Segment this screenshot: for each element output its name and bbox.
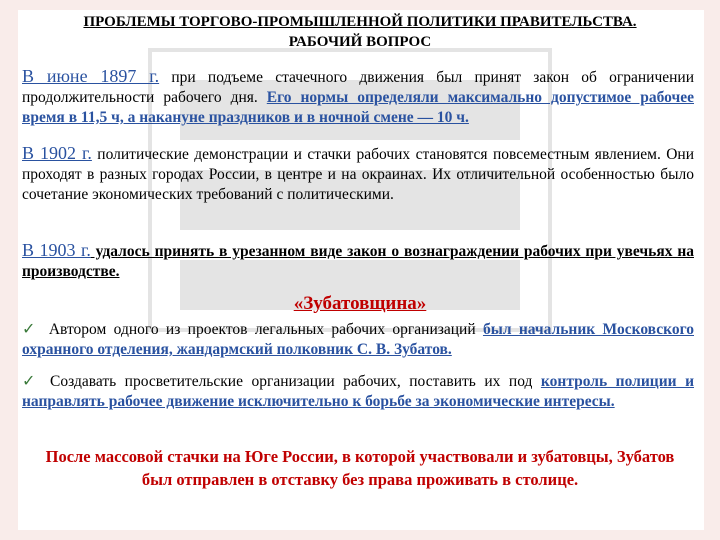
- year-1902: В 1902 г.: [22, 143, 92, 163]
- year-1903: В 1903 г.: [22, 240, 91, 260]
- section-title-zubatovshchina: «Зубатовщина»: [293, 293, 427, 314]
- bullet-2: [22, 372, 694, 412]
- title-line-1: ПРОБЛЕМЫ ТОРГОВО-ПРОМЫШЛЕННОЙ ПОЛИТИКИ ПРАВИТЕЛЬСТВА.: [83, 14, 637, 30]
- p1-bold-text: Его нормы определяли максимально допустимое рабочее время в 11,5 ч, а накануне праздников и в ночной смене — 10 ч.: [22, 89, 694, 126]
- bullet-1-link: был начальник Московского охранного отделения, жандармский полковник С. В. Зубатов.: [22, 321, 694, 358]
- bullet-1-text: Автором одного из проектов легальных рабочих организаций: [48, 321, 483, 338]
- paragraph-1903: [22, 240, 694, 282]
- p3-bold-text: удалось принять в урезанном виде закон о вознаграждении рабочих при увечьях на производстве.: [22, 243, 694, 280]
- bullet-1: [22, 320, 694, 360]
- paragraph-1897: [22, 66, 694, 128]
- year-1897: В июне 1897 г.: [22, 66, 160, 86]
- p2-text: политические демонстрации и стачки рабочих становятся повсеместным явлением. Они проходят в разных городах России, в центре и на окраинах. Их отличительной особенностью было сочетание экономических требований с политическими.: [22, 146, 695, 203]
- bullet-2-text: Создавать просветительские организации рабочих, поставить их под: [50, 373, 541, 390]
- page-title: [20, 12, 700, 52]
- bullet-2-link: контроль полиции и направлять рабочее движение исключительно к борьбе за экономические интересы.: [22, 373, 695, 410]
- p1-text: при подъеме стачечного движения был принят закон об ограничении продолжительности рабочего дня.: [22, 69, 695, 106]
- checkmark-icon: ✓: [22, 373, 41, 390]
- checkmark-icon: ✓: [22, 321, 39, 338]
- title-line-2: РАБОЧИЙ ВОПРОС: [288, 34, 432, 50]
- paragraph-1902: [22, 143, 694, 205]
- final-note: После массовой стачки на Юге России, в которой участвовали и зубатовцы, Зубатов был отправлен в отставку без права проживать в столице.: [45, 447, 675, 489]
